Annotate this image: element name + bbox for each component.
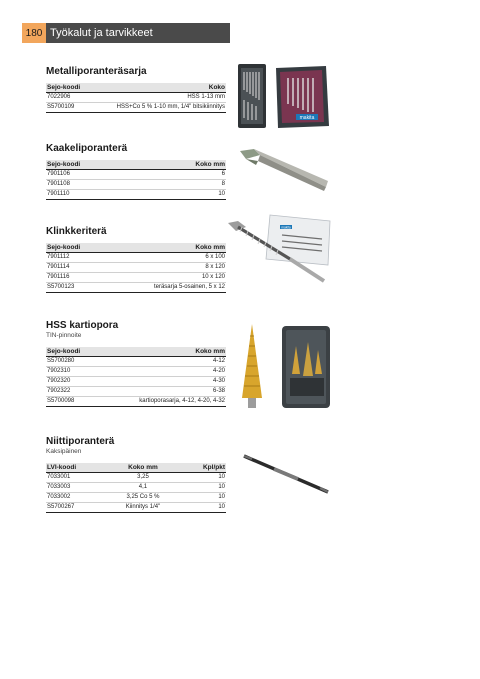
section-title: Niittiporanterä bbox=[46, 436, 115, 447]
product-table bbox=[46, 463, 226, 513]
table-cell: 10 bbox=[179, 473, 226, 483]
column-header: Sejo-koodi bbox=[46, 83, 90, 93]
table-header-row bbox=[46, 83, 226, 93]
product-table bbox=[46, 160, 226, 200]
table-row bbox=[46, 483, 226, 493]
table-cell: 7901108 bbox=[46, 180, 141, 190]
table-cell: 10 bbox=[179, 493, 226, 503]
table-cell: 6-38 bbox=[98, 387, 226, 397]
section-subtitle: TIN-pinnoite bbox=[46, 332, 82, 339]
table-header-row bbox=[46, 463, 226, 473]
section-kaakeliporantera bbox=[46, 143, 226, 200]
column-header: Sejo-koodi bbox=[46, 347, 98, 357]
column-header: Koko mm bbox=[105, 243, 226, 253]
column-header: Kpl/pkt bbox=[179, 463, 226, 473]
column-header: LVI-koodi bbox=[46, 463, 107, 473]
table-cell: 7901110 bbox=[46, 190, 141, 200]
table-header-row bbox=[46, 347, 226, 357]
table-cell: HSS 1-13 mm bbox=[90, 93, 226, 103]
page-header bbox=[22, 23, 230, 43]
table-cell: S5700267 bbox=[46, 503, 107, 513]
table-row bbox=[46, 367, 226, 377]
table-row bbox=[46, 180, 226, 190]
table-cell: 6 x 100 bbox=[105, 253, 226, 263]
table-cell: 10 bbox=[179, 503, 226, 513]
drill-bit-set-cases-image bbox=[236, 60, 332, 132]
column-header: Koko mm bbox=[107, 463, 179, 473]
table-cell: 8 bbox=[141, 180, 226, 190]
column-header: Sejo-koodi bbox=[46, 243, 105, 253]
table-cell: S5700098 bbox=[46, 397, 98, 407]
table-cell: 6 bbox=[141, 170, 226, 180]
table-cell: 7033003 bbox=[46, 483, 107, 493]
brand-logo-text: makita bbox=[299, 115, 315, 121]
section-title: Metalliporanteräsarja bbox=[46, 66, 147, 77]
table-cell: 10 x 120 bbox=[105, 273, 226, 283]
table-row bbox=[46, 503, 226, 513]
tile-drill-bit-image bbox=[236, 145, 332, 197]
table-row bbox=[46, 387, 226, 397]
table-cell: S5700280 bbox=[46, 357, 98, 367]
table-cell: 7901114 bbox=[46, 263, 105, 273]
product-table bbox=[46, 83, 226, 113]
table-cell: S5700109 bbox=[46, 103, 90, 113]
step-drill-bit-image bbox=[238, 318, 334, 410]
klinkker-drill-bit-image bbox=[226, 205, 336, 289]
table-cell: 7901106 bbox=[46, 170, 141, 180]
section-metalliporanterasarja bbox=[46, 66, 226, 113]
table-cell: 7033001 bbox=[46, 473, 107, 483]
table-cell: S5700123 bbox=[46, 283, 105, 293]
table-row bbox=[46, 253, 226, 263]
table-row bbox=[46, 473, 226, 483]
section-title: HSS kartiopora bbox=[46, 320, 119, 331]
section-klinkkeritera bbox=[46, 226, 226, 293]
chapter-title: Työkalut ja tarvikkeet bbox=[46, 23, 230, 43]
product-table bbox=[46, 347, 226, 407]
column-header: Sejo-koodi bbox=[46, 160, 141, 170]
table-cell: kartioporasarja, 4-12, 4-20, 4-32 bbox=[98, 397, 226, 407]
table-row bbox=[46, 493, 226, 503]
table-cell: 7901112 bbox=[46, 253, 105, 263]
column-header: Koko mm bbox=[141, 160, 226, 170]
table-header-row bbox=[46, 243, 226, 253]
table-cell: 7902320 bbox=[46, 377, 98, 387]
rivet-drill-bit-image bbox=[238, 446, 334, 502]
box-brand-text: makita bbox=[281, 225, 291, 230]
table-cell: 4-20 bbox=[98, 367, 226, 377]
column-header: Koko mm bbox=[98, 347, 226, 357]
table-cell: 10 bbox=[179, 483, 226, 493]
table-cell: 8 x 120 bbox=[105, 263, 226, 273]
section-hss-kartiopora bbox=[46, 320, 226, 407]
table-cell: 4-12 bbox=[98, 357, 226, 367]
table-cell: 7902310 bbox=[46, 367, 98, 377]
column-header: Koko bbox=[90, 83, 226, 93]
table-row bbox=[46, 357, 226, 367]
table-cell: HSS+Co 5 % 1-10 mm, 1/4" bitsikiinnitys bbox=[90, 103, 226, 113]
table-row bbox=[46, 170, 226, 180]
table-header-row bbox=[46, 160, 226, 170]
table-row bbox=[46, 263, 226, 273]
section-title: Kaakeliporanterä bbox=[46, 143, 128, 154]
table-cell: Kiinnitys 1/4" bbox=[107, 503, 179, 513]
table-cell: 7022906 bbox=[46, 93, 90, 103]
table-cell: 10 bbox=[141, 190, 226, 200]
section-subtitle: Kaksipäinen bbox=[46, 448, 82, 455]
table-cell: 3,25 bbox=[107, 473, 179, 483]
table-cell: 7902322 bbox=[46, 387, 98, 397]
table-row bbox=[46, 103, 226, 113]
table-cell: 4,1 bbox=[107, 483, 179, 493]
product-table bbox=[46, 243, 226, 293]
section-niittiporantera bbox=[46, 436, 226, 513]
table-row bbox=[46, 397, 226, 407]
table-row bbox=[46, 377, 226, 387]
table-cell: 4-30 bbox=[98, 377, 226, 387]
page-number: 180 bbox=[22, 23, 46, 43]
table-cell: 7901116 bbox=[46, 273, 105, 283]
table-row bbox=[46, 273, 226, 283]
table-row bbox=[46, 190, 226, 200]
table-row bbox=[46, 283, 226, 293]
table-cell: teräsarja 5-osainen, 5 x 12 bbox=[105, 283, 226, 293]
table-cell: 7033002 bbox=[46, 493, 107, 503]
section-title: Klinkkeriterä bbox=[46, 226, 107, 237]
table-row bbox=[46, 93, 226, 103]
table-cell: 3,25 Co 5 % bbox=[107, 493, 179, 503]
